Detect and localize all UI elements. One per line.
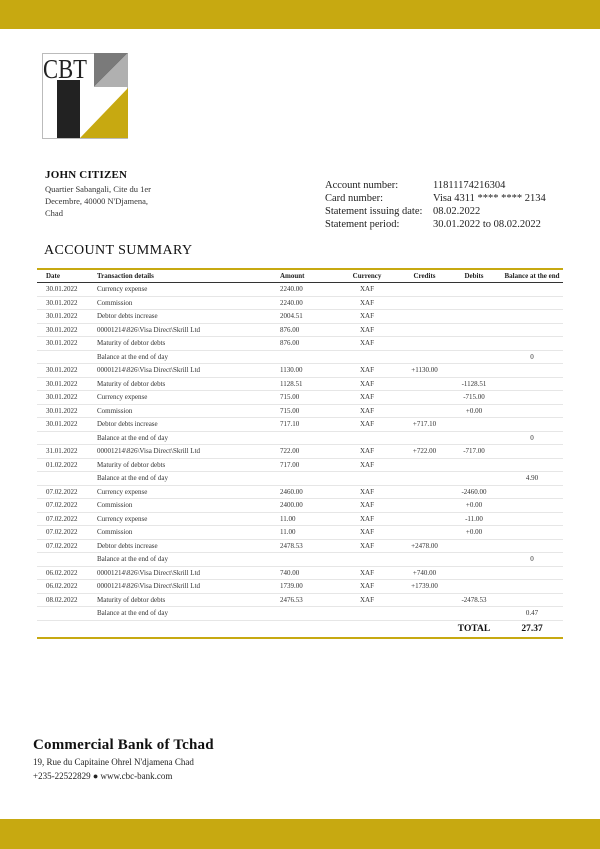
row-amount: 740.00 [280,566,332,580]
row-details: Maturity of debtor debts [97,337,280,351]
table-row [37,458,563,472]
row-debits: -1128.51 [447,377,501,391]
row-balance [501,296,563,310]
row-currency: XAF [332,364,402,378]
row-currency: XAF [332,458,402,472]
row-details: Commission [97,296,280,310]
row-debits [447,323,501,337]
row-balance: 0 [501,350,563,364]
row-balance: 0 [501,431,563,445]
row-credits: +2478.00 [402,539,447,553]
row-credits [402,607,447,621]
row-date: 07.02.2022 [37,485,97,499]
row-details: 00001214\826\Visa Direct\Skrill Ltd [97,580,280,594]
row-amount: 876.00 [280,337,332,351]
row-debits [447,431,501,445]
row-details: Balance at the end of day [97,431,280,445]
row-credits [402,526,447,540]
table-row [37,296,563,310]
row-date: 30.01.2022 [37,296,97,310]
row-balance: 0 [501,553,563,567]
bank-footer [33,737,214,782]
row-balance [501,485,563,499]
row-amount: 2460.00 [280,485,332,499]
row-currency [332,431,402,445]
row-balance [501,539,563,553]
col-balance: Balance at the end [504,272,560,280]
row-currency: XAF [332,391,402,405]
table-row [37,499,563,513]
row-currency: XAF [332,377,402,391]
row-details: Currency expense [97,283,280,296]
account-number-value: 11811174216304 [433,180,506,191]
row-credits [402,593,447,607]
row-debits [447,472,501,486]
statement-period-row [325,218,546,231]
row-amount [280,553,332,567]
row-credits [402,404,447,418]
total-row [37,621,563,637]
row-balance [501,337,563,351]
row-details: Balance at the end of day [97,553,280,567]
row-amount [280,472,332,486]
table-row [37,580,563,594]
table-row [37,485,563,499]
row-currency [332,350,402,364]
row-details: Debtor debts increase [97,418,280,432]
row-debits [447,296,501,310]
row-credits [402,323,447,337]
row-credits [402,310,447,324]
row-credits: +740.00 [402,566,447,580]
transactions-table [37,268,563,639]
col-date: Date [46,272,60,280]
row-credits [402,350,447,364]
row-currency [332,553,402,567]
row-currency: XAF [332,323,402,337]
customer-address-line: Chad [45,208,63,218]
row-details: 00001214\826\Visa Direct\Skrill Ltd [97,445,280,459]
account-number-row [325,179,546,192]
row-amount [280,607,332,621]
table-row [37,283,563,296]
table-header-row [37,270,563,282]
row-credits: +1739.00 [402,580,447,594]
col-credits: Credits [413,272,436,280]
row-debits: -2460.00 [447,485,501,499]
card-number-row [325,192,546,205]
row-balance [501,526,563,540]
row-amount: 11.00 [280,512,332,526]
row-currency: XAF [332,310,402,324]
row-debits [447,364,501,378]
row-details: Commission [97,404,280,418]
row-debits [447,566,501,580]
row-currency: XAF [332,337,402,351]
row-credits: +722.00 [402,445,447,459]
row-debits [447,553,501,567]
bank-name: Commercial Bank of Tchad [33,737,214,753]
row-currency: XAF [332,283,402,296]
row-amount: 2004.51 [280,310,332,324]
table-row [37,404,563,418]
statement-period-label: Statement period: [325,219,400,230]
table-row [37,350,563,364]
row-debits: -717.00 [447,445,501,459]
row-credits [402,512,447,526]
row-debits [447,418,501,432]
row-currency: XAF [332,566,402,580]
row-balance [501,445,563,459]
row-currency: XAF [332,526,402,540]
row-credits [402,377,447,391]
row-debits [447,607,501,621]
row-amount: 2476.53 [280,593,332,607]
top-gold-band [0,0,600,29]
table-row [37,539,563,553]
row-details: Currency expense [97,391,280,405]
issuing-date-label: Statement issuing date: [325,206,423,217]
row-amount: 717.10 [280,418,332,432]
row-balance [501,404,563,418]
row-credits [402,391,447,405]
row-details: Maturity of debtor debts [97,593,280,607]
row-date: 30.01.2022 [37,377,97,391]
row-balance [501,364,563,378]
customer-block [45,169,151,219]
row-credits [402,485,447,499]
row-credits [402,499,447,513]
row-details: Commission [97,526,280,540]
bank-logo [42,53,128,139]
row-date: 30.01.2022 [37,404,97,418]
row-date: 30.01.2022 [37,323,97,337]
row-balance [501,377,563,391]
col-amount: Amount [280,272,305,280]
row-details: Commission [97,499,280,513]
table-row [37,512,563,526]
row-balance: 0.47 [501,607,563,621]
row-currency: XAF [332,485,402,499]
row-currency: XAF [332,512,402,526]
col-debits: Debits [464,272,484,280]
row-date: 07.02.2022 [37,512,97,526]
row-date: 30.01.2022 [37,310,97,324]
table-row [37,553,563,567]
customer-name: JOHN CITIZEN [45,169,128,181]
row-currency [332,472,402,486]
table-row [37,526,563,540]
row-debits [447,337,501,351]
row-balance [501,566,563,580]
row-balance [501,593,563,607]
row-currency: XAF [332,539,402,553]
table-row [37,445,563,459]
row-details: Currency expense [97,512,280,526]
row-amount: 2240.00 [280,283,332,296]
table-row [37,323,563,337]
total-value: 27.37 [521,623,543,634]
row-date: 06.02.2022 [37,580,97,594]
row-balance: 4.90 [501,472,563,486]
row-details: Debtor debts increase [97,539,280,553]
table-row [37,431,563,445]
bank-address: 19, Rue du Capitaine Ohrel N'djamena Chad [33,757,194,767]
card-number-value: Visa 4311 **** **** 2134 [433,193,546,204]
row-details: Balance at the end of day [97,350,280,364]
row-amount: 717.00 [280,458,332,472]
row-details: Balance at the end of day [97,472,280,486]
issuing-date-value: 08.02.2022 [433,206,481,217]
table-row [37,377,563,391]
row-date: 31.01.2022 [37,445,97,459]
row-balance [501,391,563,405]
row-balance [501,580,563,594]
row-debits [447,310,501,324]
row-date: 07.02.2022 [37,526,97,540]
row-debits [447,539,501,553]
row-balance [501,418,563,432]
table-row [37,310,563,324]
table-row [37,593,563,607]
row-debits [447,283,501,296]
row-credits [402,431,447,445]
row-date: 08.02.2022 [37,593,97,607]
row-currency: XAF [332,404,402,418]
bank-contact: +235-22522829 ● www.cbc-bank.com [33,771,173,781]
row-debits: -2478.53 [447,593,501,607]
row-date: 30.01.2022 [37,418,97,432]
row-currency: XAF [332,580,402,594]
row-amount: 2240.00 [280,296,332,310]
row-date: 30.01.2022 [37,391,97,405]
bottom-gold-band [0,819,600,849]
table-row [37,607,563,621]
statement-period-value: 30.01.2022 to 08.02.2022 [433,219,541,230]
row-amount: 2478.53 [280,539,332,553]
customer-address-line: Quartier Sabangali, Cite du 1er [45,184,151,194]
account-number-label: Account number: [325,180,399,191]
row-currency: XAF [332,445,402,459]
row-amount: 11.00 [280,526,332,540]
row-amount: 876.00 [280,323,332,337]
row-date: 01.02.2022 [37,458,97,472]
row-amount: 715.00 [280,404,332,418]
row-amount: 1130.00 [280,364,332,378]
row-date: 06.02.2022 [37,566,97,580]
row-currency: XAF [332,499,402,513]
col-currency: Currency [352,272,382,280]
row-balance [501,499,563,513]
row-details: Balance at the end of day [97,607,280,621]
row-debits: -11.00 [447,512,501,526]
row-details: Maturity of debtor debts [97,458,280,472]
row-credits: +717.10 [402,418,447,432]
row-credits [402,553,447,567]
row-credits [402,283,447,296]
row-details: 00001214\826\Visa Direct\Skrill Ltd [97,566,280,580]
row-debits [447,580,501,594]
table-bottom-rule [37,637,563,639]
row-debits: +0.00 [447,499,501,513]
table-row [37,472,563,486]
col-details: Transaction details [97,272,154,280]
row-date: 30.01.2022 [37,337,97,351]
row-debits [447,350,501,364]
row-currency: XAF [332,418,402,432]
account-info [325,179,546,231]
row-credits [402,458,447,472]
row-date [37,472,97,486]
row-balance [501,512,563,526]
row-amount: 1128.51 [280,377,332,391]
row-date: 07.02.2022 [37,539,97,553]
row-date: 07.02.2022 [37,499,97,513]
row-details: 00001214\826\Visa Direct\Skrill Ltd [97,364,280,378]
row-credits [402,337,447,351]
row-balance [501,283,563,296]
row-debits [447,458,501,472]
logo-text: CBT [43,54,88,84]
table-row [37,566,563,580]
row-date: 30.01.2022 [37,364,97,378]
customer-address-line: Decembre, 40000 N'Djamena, [45,196,149,206]
row-amount: 1739.00 [280,580,332,594]
row-date [37,553,97,567]
row-details: Maturity of debtor debts [97,377,280,391]
account-summary-title: ACCOUNT SUMMARY [44,243,193,258]
table-row [37,337,563,351]
table-row [37,418,563,432]
total-label: TOTAL [457,623,491,634]
row-date [37,350,97,364]
row-currency: XAF [332,593,402,607]
row-details: Debtor debts increase [97,310,280,324]
row-amount: 715.00 [280,391,332,405]
card-number-label: Card number: [325,193,384,204]
row-details: 00001214\826\Visa Direct\Skrill Ltd [97,323,280,337]
row-credits: +1130.00 [402,364,447,378]
row-balance [501,323,563,337]
row-amount: 722.00 [280,445,332,459]
row-date: 30.01.2022 [37,283,97,296]
row-details: Currency expense [97,485,280,499]
table-row [37,391,563,405]
row-balance [501,458,563,472]
row-currency [332,607,402,621]
row-debits: +0.00 [447,526,501,540]
row-amount [280,350,332,364]
row-debits: +0.00 [447,404,501,418]
row-credits [402,472,447,486]
row-credits [402,296,447,310]
table-row [37,364,563,378]
row-date [37,431,97,445]
issuing-date-row [325,205,546,218]
row-currency: XAF [332,296,402,310]
row-date [37,607,97,621]
row-balance [501,310,563,324]
row-debits: -715.00 [447,391,501,405]
row-amount: 2400.00 [280,499,332,513]
row-amount [280,431,332,445]
